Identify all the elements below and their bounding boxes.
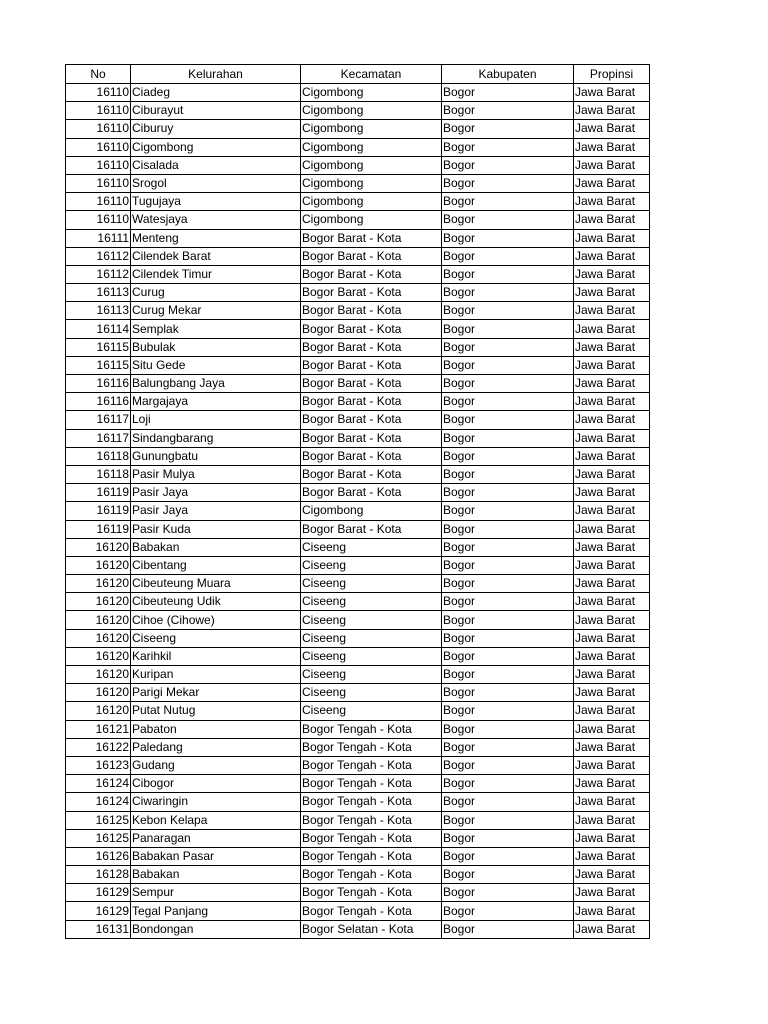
table-row: [66, 666, 650, 684]
cell-no: 16116: [66, 375, 131, 393]
cell-propinsi: Jawa Barat: [574, 84, 650, 102]
table-row: [66, 302, 650, 320]
table-row: [66, 193, 650, 211]
cell-propinsi: Jawa Barat: [574, 429, 650, 447]
cell-no: 16112: [66, 247, 131, 265]
cell-no: 16110: [66, 102, 131, 120]
table-row: [66, 138, 650, 156]
cell-no: 16120: [66, 556, 131, 574]
cell-kelurahan: Semplak: [131, 320, 301, 338]
table-row: [66, 247, 650, 265]
cell-kecamatan: Bogor Barat - Kota: [301, 447, 442, 465]
cell-kecamatan: Bogor Tengah - Kota: [301, 902, 442, 920]
cell-kecamatan: Cigombong: [301, 156, 442, 174]
table-row: [66, 120, 650, 138]
cell-kelurahan: Pasir Jaya: [131, 484, 301, 502]
cell-kabupaten: Bogor: [442, 247, 574, 265]
cell-kelurahan: Paledang: [131, 738, 301, 756]
cell-kelurahan: Ciburayut: [131, 102, 301, 120]
table-row: [66, 375, 650, 393]
cell-propinsi: Jawa Barat: [574, 902, 650, 920]
cell-no: 16119: [66, 502, 131, 520]
cell-no: 16110: [66, 211, 131, 229]
cell-no: 16110: [66, 120, 131, 138]
table-row: [66, 338, 650, 356]
table-row: [66, 647, 650, 665]
cell-no: 16123: [66, 756, 131, 774]
cell-kabupaten: Bogor: [442, 156, 574, 174]
cell-kabupaten: Bogor: [442, 884, 574, 902]
cell-kabupaten: Bogor: [442, 920, 574, 938]
cell-kabupaten: Bogor: [442, 793, 574, 811]
cell-kecamatan: Bogor Barat - Kota: [301, 465, 442, 483]
cell-kabupaten: Bogor: [442, 229, 574, 247]
cell-kecamatan: Bogor Tengah - Kota: [301, 720, 442, 738]
cell-no: 16113: [66, 302, 131, 320]
table-row: [66, 229, 650, 247]
table-row: [66, 447, 650, 465]
cell-no: 16120: [66, 611, 131, 629]
cell-kelurahan: Cihoe (Cihowe): [131, 611, 301, 629]
table-row: [66, 429, 650, 447]
cell-kabupaten: Bogor: [442, 429, 574, 447]
cell-kabupaten: Bogor: [442, 811, 574, 829]
cell-propinsi: Jawa Barat: [574, 156, 650, 174]
cell-no: 16125: [66, 811, 131, 829]
table-row: [66, 793, 650, 811]
cell-kelurahan: Kuripan: [131, 666, 301, 684]
cell-kecamatan: Bogor Barat - Kota: [301, 265, 442, 283]
cell-kelurahan: Pasir Mulya: [131, 465, 301, 483]
cell-kabupaten: Bogor: [442, 302, 574, 320]
table-row: [66, 174, 650, 192]
cell-kecamatan: Cigombong: [301, 84, 442, 102]
cell-kecamatan: Ciseeng: [301, 684, 442, 702]
header-propinsi: Propinsi: [574, 65, 650, 84]
cell-kabupaten: Bogor: [442, 647, 574, 665]
cell-kecamatan: Cigombong: [301, 138, 442, 156]
cell-kelurahan: Cibogor: [131, 775, 301, 793]
cell-kecamatan: Cigombong: [301, 120, 442, 138]
header-row: [66, 65, 650, 84]
cell-kecamatan: Ciseeng: [301, 647, 442, 665]
table-row: [66, 211, 650, 229]
cell-propinsi: Jawa Barat: [574, 320, 650, 338]
cell-kelurahan: Pabaton: [131, 720, 301, 738]
cell-propinsi: Jawa Barat: [574, 447, 650, 465]
table-row: [66, 702, 650, 720]
cell-propinsi: Jawa Barat: [574, 393, 650, 411]
cell-kabupaten: Bogor: [442, 84, 574, 102]
table-row: [66, 84, 650, 102]
cell-kelurahan: Gudang: [131, 756, 301, 774]
cell-kecamatan: Bogor Barat - Kota: [301, 302, 442, 320]
cell-kabupaten: Bogor: [442, 520, 574, 538]
cell-kabupaten: Bogor: [442, 320, 574, 338]
cell-kabupaten: Bogor: [442, 356, 574, 374]
cell-kelurahan: Tegal Panjang: [131, 902, 301, 920]
cell-kecamatan: Bogor Barat - Kota: [301, 429, 442, 447]
cell-propinsi: Jawa Barat: [574, 575, 650, 593]
cell-propinsi: Jawa Barat: [574, 411, 650, 429]
table-row: [66, 811, 650, 829]
table-row: [66, 575, 650, 593]
cell-propinsi: Jawa Barat: [574, 684, 650, 702]
cell-kabupaten: Bogor: [442, 375, 574, 393]
table-row: [66, 156, 650, 174]
cell-kelurahan: Karihkil: [131, 647, 301, 665]
table-row: [66, 393, 650, 411]
cell-kelurahan: Putat Nutug: [131, 702, 301, 720]
header-kecamatan: Kecamatan: [301, 65, 442, 84]
cell-propinsi: Jawa Barat: [574, 720, 650, 738]
table-row: [66, 829, 650, 847]
cell-no: 16114: [66, 320, 131, 338]
cell-kecamatan: Bogor Barat - Kota: [301, 338, 442, 356]
cell-kecamatan: Bogor Barat - Kota: [301, 229, 442, 247]
cell-kecamatan: Cigombong: [301, 102, 442, 120]
header-no: No: [66, 65, 131, 84]
cell-kelurahan: Cibeuteung Muara: [131, 575, 301, 593]
cell-kecamatan: Cigombong: [301, 193, 442, 211]
cell-propinsi: Jawa Barat: [574, 211, 650, 229]
cell-kabupaten: Bogor: [442, 902, 574, 920]
cell-no: 16128: [66, 866, 131, 884]
cell-propinsi: Jawa Barat: [574, 866, 650, 884]
cell-propinsi: Jawa Barat: [574, 920, 650, 938]
cell-no: 16117: [66, 411, 131, 429]
cell-kelurahan: Sempur: [131, 884, 301, 902]
cell-kabupaten: Bogor: [442, 720, 574, 738]
cell-no: 16120: [66, 684, 131, 702]
cell-propinsi: Jawa Barat: [574, 520, 650, 538]
cell-propinsi: Jawa Barat: [574, 247, 650, 265]
table-row: [66, 902, 650, 920]
header-kabupaten: Kabupaten: [442, 65, 574, 84]
cell-kabupaten: Bogor: [442, 684, 574, 702]
cell-propinsi: Jawa Barat: [574, 884, 650, 902]
cell-kecamatan: Bogor Tengah - Kota: [301, 775, 442, 793]
cell-kelurahan: Ciburuy: [131, 120, 301, 138]
cell-kecamatan: Ciseeng: [301, 538, 442, 556]
cell-kelurahan: Ciwaringin: [131, 793, 301, 811]
table-row: [66, 484, 650, 502]
cell-kabupaten: Bogor: [442, 265, 574, 283]
cell-kabupaten: Bogor: [442, 211, 574, 229]
cell-kabupaten: Bogor: [442, 538, 574, 556]
cell-kabupaten: Bogor: [442, 502, 574, 520]
cell-no: 16110: [66, 174, 131, 192]
cell-propinsi: Jawa Barat: [574, 538, 650, 556]
cell-kelurahan: Watesjaya: [131, 211, 301, 229]
cell-kelurahan: Margajaya: [131, 393, 301, 411]
cell-kabupaten: Bogor: [442, 593, 574, 611]
cell-no: 16126: [66, 847, 131, 865]
table-row: [66, 756, 650, 774]
cell-kecamatan: Bogor Selatan - Kota: [301, 920, 442, 938]
cell-kelurahan: Cilendek Barat: [131, 247, 301, 265]
cell-kelurahan: Babakan Pasar: [131, 847, 301, 865]
cell-kabupaten: Bogor: [442, 556, 574, 574]
cell-propinsi: Jawa Barat: [574, 502, 650, 520]
table-row: [66, 411, 650, 429]
table-row: [66, 720, 650, 738]
table-row: [66, 520, 650, 538]
table-body: [66, 84, 650, 939]
cell-no: 16120: [66, 538, 131, 556]
cell-kecamatan: Bogor Barat - Kota: [301, 247, 442, 265]
postal-code-table: [65, 64, 650, 939]
cell-propinsi: Jawa Barat: [574, 666, 650, 684]
cell-propinsi: Jawa Barat: [574, 847, 650, 865]
table-row: [66, 320, 650, 338]
cell-kecamatan: Bogor Tengah - Kota: [301, 793, 442, 811]
cell-kelurahan: Ciadeg: [131, 84, 301, 102]
cell-no: 16120: [66, 593, 131, 611]
table-row: [66, 629, 650, 647]
cell-kecamatan: Ciseeng: [301, 593, 442, 611]
cell-propinsi: Jawa Barat: [574, 738, 650, 756]
cell-kabupaten: Bogor: [442, 611, 574, 629]
table-row: [66, 920, 650, 938]
cell-kecamatan: Bogor Barat - Kota: [301, 411, 442, 429]
cell-kabupaten: Bogor: [442, 411, 574, 429]
cell-kabupaten: Bogor: [442, 666, 574, 684]
table-row: [66, 556, 650, 574]
cell-kabupaten: Bogor: [442, 484, 574, 502]
table-row: [66, 775, 650, 793]
cell-no: 16125: [66, 829, 131, 847]
cell-propinsi: Jawa Barat: [574, 229, 650, 247]
cell-kabupaten: Bogor: [442, 756, 574, 774]
cell-kelurahan: Bondongan: [131, 920, 301, 938]
cell-no: 16110: [66, 156, 131, 174]
cell-propinsi: Jawa Barat: [574, 120, 650, 138]
cell-kelurahan: Cibeuteung Udik: [131, 593, 301, 611]
cell-kabupaten: Bogor: [442, 775, 574, 793]
cell-kelurahan: Curug Mekar: [131, 302, 301, 320]
cell-kecamatan: Bogor Barat - Kota: [301, 375, 442, 393]
cell-propinsi: Jawa Barat: [574, 465, 650, 483]
cell-kelurahan: Parigi Mekar: [131, 684, 301, 702]
cell-kelurahan: Gunungbatu: [131, 447, 301, 465]
cell-kabupaten: Bogor: [442, 738, 574, 756]
cell-kabupaten: Bogor: [442, 102, 574, 120]
cell-kecamatan: Bogor Barat - Kota: [301, 284, 442, 302]
cell-kelurahan: Panaragan: [131, 829, 301, 847]
cell-propinsi: Jawa Barat: [574, 556, 650, 574]
cell-kabupaten: Bogor: [442, 284, 574, 302]
cell-no: 16120: [66, 666, 131, 684]
cell-kelurahan: Cibentang: [131, 556, 301, 574]
cell-propinsi: Jawa Barat: [574, 793, 650, 811]
cell-kelurahan: Cilendek Timur: [131, 265, 301, 283]
cell-propinsi: Jawa Barat: [574, 647, 650, 665]
cell-no: 16121: [66, 720, 131, 738]
table-row: [66, 502, 650, 520]
cell-kelurahan: Balungbang Jaya: [131, 375, 301, 393]
cell-kelurahan: Tugujaya: [131, 193, 301, 211]
cell-propinsi: Jawa Barat: [574, 829, 650, 847]
cell-no: 16120: [66, 647, 131, 665]
cell-no: 16113: [66, 284, 131, 302]
cell-kecamatan: Bogor Tengah - Kota: [301, 811, 442, 829]
cell-propinsi: Jawa Barat: [574, 356, 650, 374]
table-row: [66, 738, 650, 756]
cell-kecamatan: Ciseeng: [301, 556, 442, 574]
cell-kelurahan: Cisalada: [131, 156, 301, 174]
cell-kabupaten: Bogor: [442, 866, 574, 884]
cell-kabupaten: Bogor: [442, 829, 574, 847]
cell-no: 16120: [66, 575, 131, 593]
table-row: [66, 866, 650, 884]
cell-no: 16115: [66, 356, 131, 374]
table-row: [66, 611, 650, 629]
cell-propinsi: Jawa Barat: [574, 702, 650, 720]
cell-no: 16120: [66, 629, 131, 647]
cell-no: 16112: [66, 265, 131, 283]
cell-kelurahan: Ciseeng: [131, 629, 301, 647]
cell-kelurahan: Curug: [131, 284, 301, 302]
cell-kecamatan: Cigombong: [301, 174, 442, 192]
cell-propinsi: Jawa Barat: [574, 302, 650, 320]
cell-no: 16131: [66, 920, 131, 938]
cell-no: 16110: [66, 193, 131, 211]
cell-propinsi: Jawa Barat: [574, 484, 650, 502]
cell-propinsi: Jawa Barat: [574, 265, 650, 283]
cell-no: 16110: [66, 138, 131, 156]
cell-kecamatan: Ciseeng: [301, 611, 442, 629]
cell-kelurahan: Situ Gede: [131, 356, 301, 374]
cell-propinsi: Jawa Barat: [574, 811, 650, 829]
cell-kabupaten: Bogor: [442, 393, 574, 411]
table-row: [66, 465, 650, 483]
cell-no: 16118: [66, 447, 131, 465]
cell-no: 16119: [66, 484, 131, 502]
cell-kecamatan: Ciseeng: [301, 575, 442, 593]
cell-no: 16124: [66, 775, 131, 793]
table-row: [66, 684, 650, 702]
cell-no: 16124: [66, 793, 131, 811]
cell-kecamatan: Cigombong: [301, 211, 442, 229]
header-kelurahan: Kelurahan: [131, 65, 301, 84]
cell-kecamatan: Bogor Tengah - Kota: [301, 738, 442, 756]
cell-propinsi: Jawa Barat: [574, 338, 650, 356]
cell-kecamatan: Bogor Barat - Kota: [301, 520, 442, 538]
cell-kecamatan: Ciseeng: [301, 702, 442, 720]
cell-no: 16120: [66, 702, 131, 720]
cell-propinsi: Jawa Barat: [574, 756, 650, 774]
cell-kelurahan: Kebon Kelapa: [131, 811, 301, 829]
cell-kelurahan: Babakan: [131, 866, 301, 884]
table-row: [66, 847, 650, 865]
cell-kelurahan: Pasir Kuda: [131, 520, 301, 538]
cell-no: 16110: [66, 84, 131, 102]
cell-kelurahan: Bubulak: [131, 338, 301, 356]
cell-kabupaten: Bogor: [442, 138, 574, 156]
cell-no: 16117: [66, 429, 131, 447]
cell-kecamatan: Bogor Barat - Kota: [301, 356, 442, 374]
cell-no: 16129: [66, 902, 131, 920]
cell-propinsi: Jawa Barat: [574, 775, 650, 793]
cell-propinsi: Jawa Barat: [574, 138, 650, 156]
cell-no: 16129: [66, 884, 131, 902]
table-row: [66, 538, 650, 556]
cell-propinsi: Jawa Barat: [574, 375, 650, 393]
cell-kecamatan: Bogor Tengah - Kota: [301, 756, 442, 774]
cell-kabupaten: Bogor: [442, 193, 574, 211]
cell-kelurahan: Srogol: [131, 174, 301, 192]
cell-no: 16119: [66, 520, 131, 538]
table-row: [66, 265, 650, 283]
cell-propinsi: Jawa Barat: [574, 193, 650, 211]
cell-kabupaten: Bogor: [442, 447, 574, 465]
cell-kecamatan: Bogor Tengah - Kota: [301, 847, 442, 865]
cell-kelurahan: Babakan: [131, 538, 301, 556]
cell-kelurahan: Pasir Jaya: [131, 502, 301, 520]
cell-propinsi: Jawa Barat: [574, 611, 650, 629]
cell-kabupaten: Bogor: [442, 575, 574, 593]
table-row: [66, 356, 650, 374]
cell-kelurahan: Loji: [131, 411, 301, 429]
cell-kabupaten: Bogor: [442, 338, 574, 356]
cell-kelurahan: Cigombong: [131, 138, 301, 156]
cell-kecamatan: Ciseeng: [301, 666, 442, 684]
cell-kelurahan: Menteng: [131, 229, 301, 247]
cell-kecamatan: Bogor Tengah - Kota: [301, 884, 442, 902]
table-row: [66, 102, 650, 120]
cell-kecamatan: Cigombong: [301, 502, 442, 520]
cell-kecamatan: Bogor Barat - Kota: [301, 393, 442, 411]
cell-no: 16122: [66, 738, 131, 756]
cell-kecamatan: Bogor Barat - Kota: [301, 484, 442, 502]
cell-kecamatan: Bogor Tengah - Kota: [301, 866, 442, 884]
cell-propinsi: Jawa Barat: [574, 102, 650, 120]
table-row: [66, 884, 650, 902]
cell-no: 16115: [66, 338, 131, 356]
cell-propinsi: Jawa Barat: [574, 284, 650, 302]
cell-propinsi: Jawa Barat: [574, 629, 650, 647]
cell-kecamatan: Ciseeng: [301, 629, 442, 647]
cell-no: 16111: [66, 229, 131, 247]
cell-kabupaten: Bogor: [442, 465, 574, 483]
cell-no: 16116: [66, 393, 131, 411]
cell-kabupaten: Bogor: [442, 174, 574, 192]
cell-propinsi: Jawa Barat: [574, 174, 650, 192]
cell-kecamatan: Bogor Tengah - Kota: [301, 829, 442, 847]
table-row: [66, 284, 650, 302]
cell-kecamatan: Bogor Barat - Kota: [301, 320, 442, 338]
cell-kabupaten: Bogor: [442, 629, 574, 647]
cell-kabupaten: Bogor: [442, 702, 574, 720]
cell-kabupaten: Bogor: [442, 847, 574, 865]
cell-kabupaten: Bogor: [442, 120, 574, 138]
cell-no: 16118: [66, 465, 131, 483]
cell-propinsi: Jawa Barat: [574, 593, 650, 611]
table-row: [66, 593, 650, 611]
cell-kelurahan: Sindangbarang: [131, 429, 301, 447]
